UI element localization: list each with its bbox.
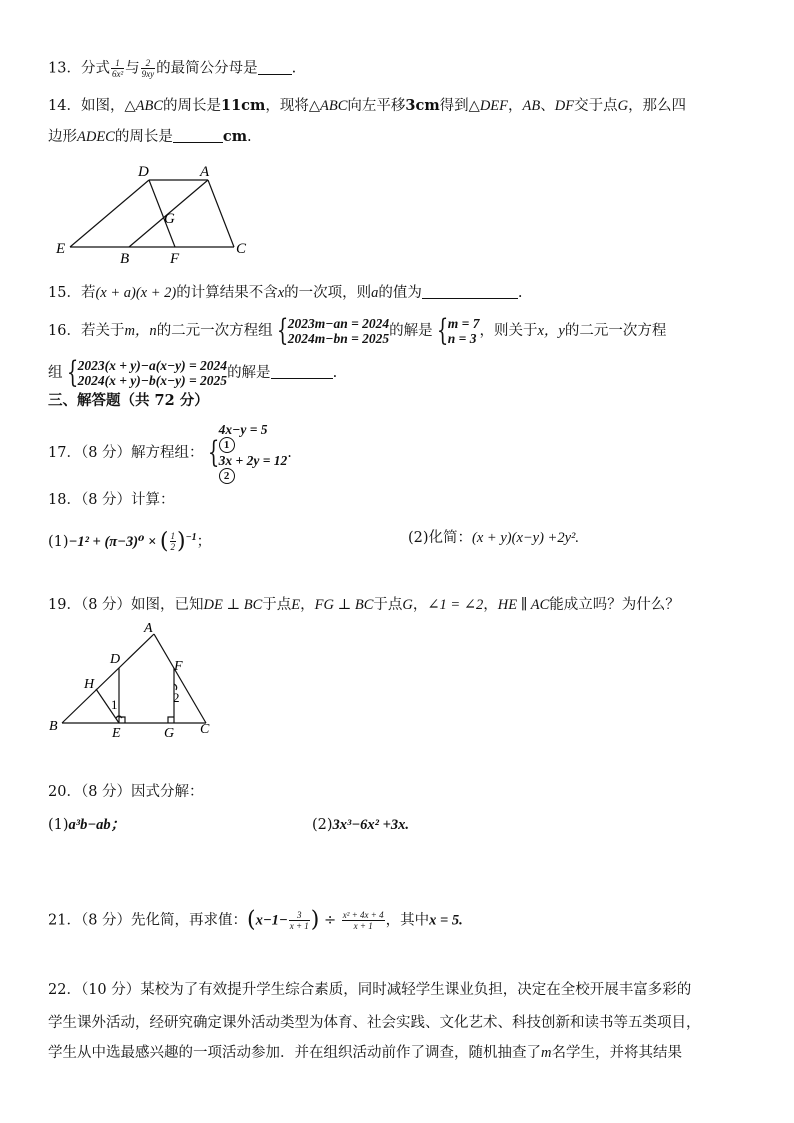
answer-blank[interactable] <box>271 364 333 379</box>
question-18-part1: (1)−1² + (π−3)⁰ × ( $\frac{1}{2}$ )$^{-1}$； <box>48 528 212 554</box>
fraction: $\frac{2}{9xy}$ <box>141 58 155 79</box>
answer-blank[interactable] <box>173 128 223 143</box>
question-number: 14． <box>48 98 81 114</box>
question-21: 21．（8 分）先化简，再求值：(x−1− $\frac{3}{x + 1}$ ) ÷ $\frac{\text{x² + 4x + 4}}{x + 1}$ ，其中x = 5. <box>48 907 463 933</box>
angle-1-label: 1 <box>111 697 118 712</box>
question-20: 20．（8 分）因式分解： <box>48 784 204 800</box>
angle-2-label: 2 <box>173 690 180 705</box>
question-13: 13．分式 $\frac{1}{\text{6x²}}$ 与 $\frac{2}{9xy}$ 的最简公分母是 . <box>48 58 297 79</box>
question-number: 15． <box>48 285 81 301</box>
label-A: A <box>144 621 153 636</box>
question-15: 15．若(x + a)(x + 2)的计算结果不含x的一次项，则a的值为 . <box>48 285 523 301</box>
question-number: 21．（8 分） <box>48 912 132 929</box>
figure-q14-parallelogram <box>50 160 260 272</box>
figure-q19-triangle <box>44 620 224 742</box>
question-17: 17．（8 分）解方程组： { 4x−y = 5 1 3x + 2y = 12 2 . <box>48 422 292 482</box>
label-E: E <box>56 241 66 257</box>
label-A: A <box>200 164 210 180</box>
question-20-part1: (1)a³b−ab； <box>48 817 126 833</box>
question-22-line1: 22．（10 分）某校为了有效提升学生综合素质，同时减轻学生课业负担，决定在全校开展丰富多彩的 <box>48 982 692 998</box>
label-B: B <box>49 719 58 734</box>
answer-blank[interactable] <box>258 60 292 75</box>
section-heading: 三、解答题（共 72 分） <box>48 392 209 409</box>
question-19: 19．（8 分）如图，已知DE ⊥ BC于点E，FG ⊥ BC于点G，∠1 = ∠2，HE ∥ AC能成立吗？为什么？ <box>48 597 680 613</box>
question-18-part2: (2)化简：(x + y)(x−y) +2y². <box>408 530 579 546</box>
fraction: $\frac{1}{\text{6x²}}$ <box>111 58 124 79</box>
question-16-line2: 组 { 2023(x + y)−a(x−y) = 2024 2024(x + y)−b(x−y) = 2025 的解是 . <box>48 355 338 390</box>
label-B: B <box>120 251 130 267</box>
label-F: F <box>174 659 183 674</box>
label-H: H <box>84 677 95 692</box>
question-16-line1: 16．若关于m，n的二元一次方程组 { 2023m−an = 2024 2024m−bn = 2025 的解是 { m = 7 n = 3 ，则关于x，y的二元一次方程 <box>48 313 667 348</box>
label-E: E <box>112 726 121 741</box>
label-D: D <box>138 164 149 180</box>
label-G: G <box>164 726 175 741</box>
equation-system: 2023(x + y)−a(x−y) = 2024 2024(x + y)−b(x−y) = 2025 <box>77 358 228 388</box>
question-14-line1: 14．如图，△ABC的周长是11cm，现将△ABC向左平移3cm得到△DEF，AB、DF交于点G，那么四 <box>48 97 687 114</box>
label-F: F <box>170 251 180 267</box>
question-18: 18．（8 分）计算： <box>48 492 175 508</box>
question-number: 19．（8 分） <box>48 597 132 613</box>
label-G: G <box>164 211 175 227</box>
answer-blank[interactable] <box>422 284 518 299</box>
question-22-line2: 学生课外活动，经研究确定课外活动类型为体育、社会实践、文化艺术、科技创新和读书等五类项目， <box>48 1015 701 1031</box>
question-number: 16． <box>48 323 81 339</box>
question-14-line2: 边形ADEC的周长是 cm. <box>48 128 252 145</box>
question-number: 22．（10 分） <box>48 982 141 998</box>
label-D: D <box>110 652 121 667</box>
question-number: 13． <box>48 60 81 77</box>
equation-system: 4x−y = 5 1 3x + 2y = 12 2 <box>218 422 288 482</box>
question-20-part2: (2)3x³−6x² +3x. <box>312 817 410 833</box>
question-22-line3: 学生从中选最感兴趣的一项活动参加．并在组织活动前作了调查，随机抽查了m名学生，并将其结果 <box>48 1045 682 1061</box>
label-C: C <box>236 241 247 257</box>
equation-system: 2023m−an = 2024 2024m−bn = 2025 <box>287 316 390 346</box>
solution-system: m = 7 n = 3 <box>447 316 480 346</box>
question-number: 17．（8 分） <box>48 445 132 461</box>
label-C: C <box>200 722 210 737</box>
question-number: 20．（8 分） <box>48 784 132 800</box>
question-number: 18．（8 分） <box>48 492 132 508</box>
